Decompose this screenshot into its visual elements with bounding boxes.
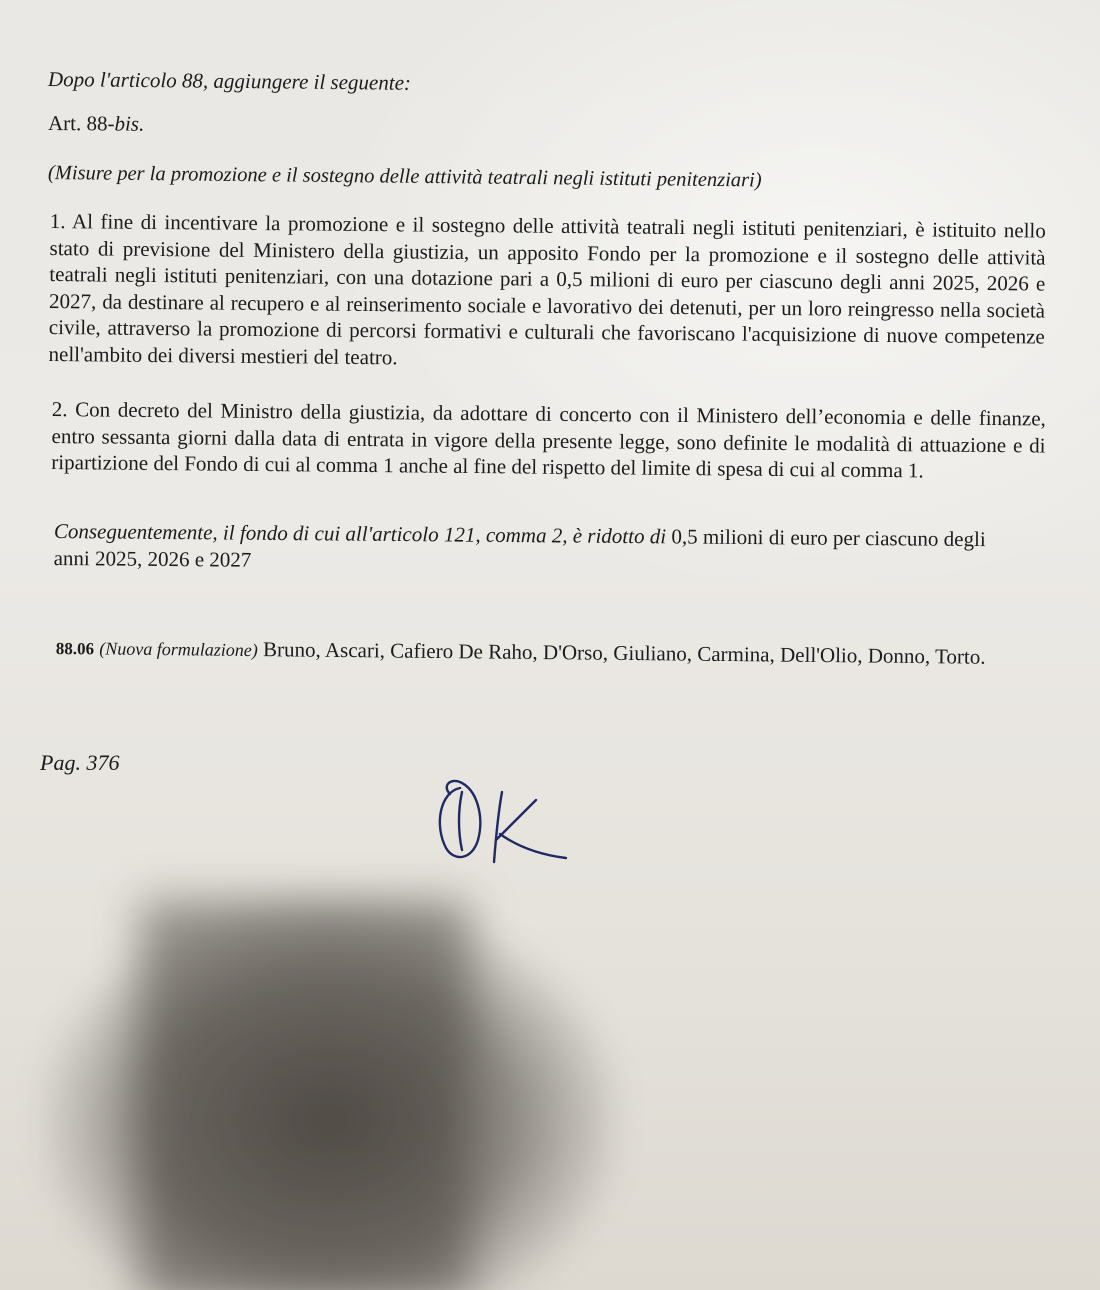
paragraph-2: 2. Con decreto del Ministro della giustizia, da adottare di concerto con il Ministero dell’economia e delle finanze, entro sessanta giorni dalla data di entrata in vigore della presente legge, sono definite le modalità di attuazione e di ripartizione del Fondo di cui al comma 1 anche al fine del rispetto del limite di spesa di cui al comma 1. (51, 396, 1046, 483)
amendment-line (56, 634, 1036, 673)
consequently-paragraph (54, 518, 1014, 579)
consequently-plain: 0,5 milioni di euro per ciascuno degli anni 2025, 2026 e 2027 (53, 524, 986, 572)
amendment-signatories: Bruno, Ascari, Cafiero De Raho, D'Orso, Giuliano, Carmina, Dell'Olio, Donno, Torto. (257, 637, 986, 669)
intro-line: Dopo l'articolo 88, aggiungere il seguente: (47, 67, 412, 95)
handwritten-signature (432, 770, 572, 870)
amendment-number: 88.06 (55, 638, 95, 659)
photo-shadow (40, 880, 620, 1290)
consequently-italic: Conseguentemente, il fondo di cui all'articolo 121, comma 2, è ridotto di (53, 518, 667, 549)
page-label: Pag. 376 (40, 750, 120, 775)
article-prefix: Art. 88- (47, 111, 115, 136)
article-heading: (Misure per la promozione e il sostegno delle attività teatrali negli istituti penitenziari) (47, 162, 762, 192)
article-title (48, 110, 144, 137)
paragraph-1: 1. Al fine di incentivare la promozione e il sostegno delle attività teatrali negli istituti penitenziari, è istituito nello stato di previsione del Ministero della giustizia, un apposito Fondo per la promozione e il sostegno delle attività teatrali negli istituti penitenziari, con una dotazione pari a 0,5 milioni di euro per ciascuno degli anni 2025, 2026 e 2027, da destinare al recupero e al reinserimento sociale e lavorativo dei detenuti, per un loro reingresso nella società civile, attraverso la promozione di percorsi formativi e culturali che favoriscano l'acquisizione di nuove competenze nell'ambito dei diversi mestieri del teatro. (48, 208, 1046, 369)
photo-shadow-core (140, 900, 470, 1290)
amendment-note: (Nuova formulazione) (99, 638, 258, 661)
article-suffix: bis. (114, 111, 145, 136)
